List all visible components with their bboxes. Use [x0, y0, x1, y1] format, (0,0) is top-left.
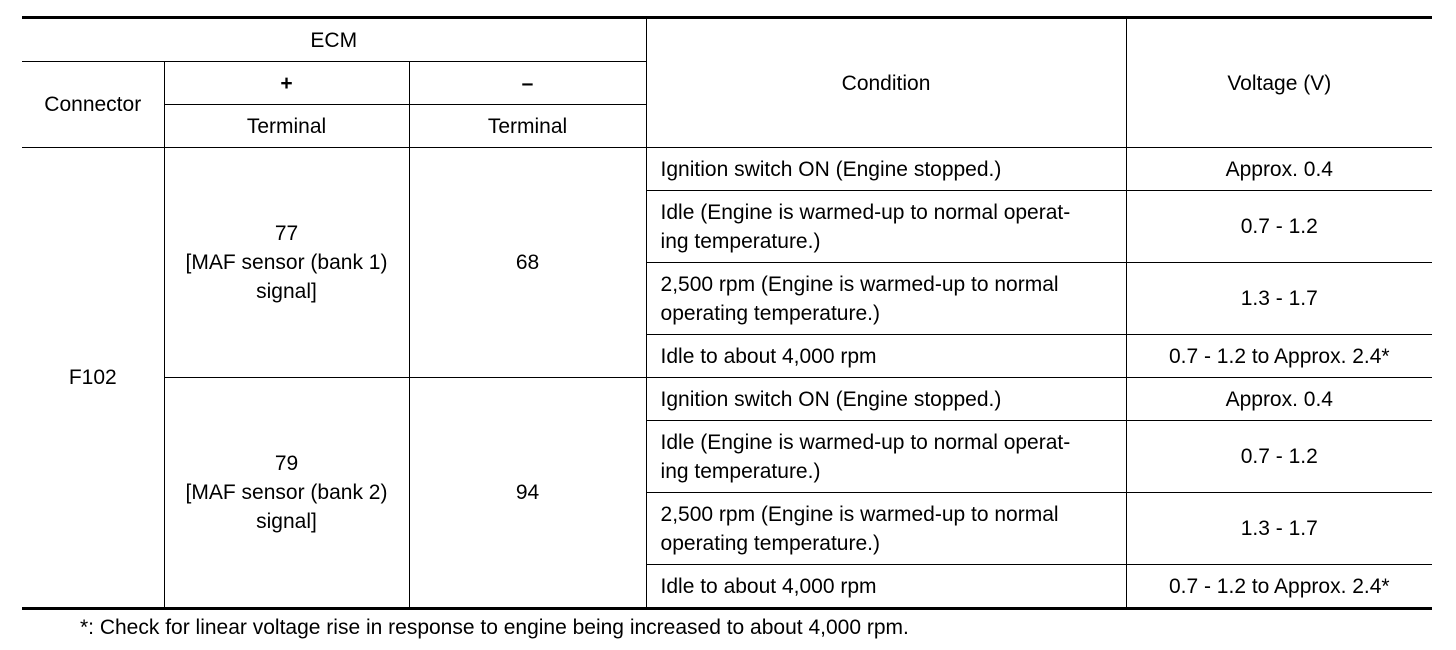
condition-cell: Ignition switch ON (Engine stopped.) — [646, 148, 1126, 191]
condition-cell: Ignition switch ON (Engine stopped.) — [646, 378, 1126, 421]
plus-terminal-cell — [164, 148, 409, 378]
header-plus: + — [164, 62, 409, 105]
header-terminal-minus: Terminal — [409, 105, 646, 148]
voltage-cell: Approx. 0.4 — [1126, 378, 1432, 421]
header-terminal-plus: Terminal — [164, 105, 409, 148]
condition-cell: 2,500 rpm (Engine is warmed-up to normal operating temperature.) — [646, 493, 1126, 565]
plus-terminal-number: 77 — [274, 222, 299, 245]
condition-cell: 2,500 rpm (Engine is warmed-up to normal operating temperature.) — [646, 263, 1126, 335]
plus-terminal-cell — [164, 378, 409, 609]
minus-terminal-cell: 94 — [409, 378, 646, 609]
connector-cell: F102 — [22, 148, 164, 609]
table-row — [22, 378, 1432, 421]
header-minus: – — [409, 62, 646, 105]
voltage-cell: 0.7 - 1.2 — [1126, 191, 1432, 263]
voltage-cell: 0.7 - 1.2 — [1126, 421, 1432, 493]
condition-cell: Idle (Engine is warmed-up to normal operat- ing temperature.) — [646, 421, 1126, 493]
plus-terminal-desc: signal] — [256, 510, 317, 533]
condition-cell: Idle to about 4,000 rpm — [646, 565, 1126, 609]
voltage-cell: 0.7 - 1.2 to Approx. 2.4* — [1126, 565, 1432, 609]
header-connector: Connector — [22, 62, 164, 148]
plus-terminal-desc: signal] — [256, 280, 317, 303]
minus-terminal-cell: 68 — [409, 148, 646, 378]
footnote: *: Check for linear voltage rise in response to engine being increased to about 4,000 rpm. — [80, 616, 909, 639]
voltage-cell: 1.3 - 1.7 — [1126, 493, 1432, 565]
condition-cell: Idle to about 4,000 rpm — [646, 335, 1126, 378]
table-row — [22, 148, 1432, 191]
plus-terminal-desc: [MAF sensor (bank 2) — [185, 481, 388, 504]
plus-terminal-desc: [MAF sensor (bank 1) — [185, 251, 388, 274]
plus-terminal-number: 79 — [274, 452, 299, 475]
header-row-1 — [22, 18, 1432, 62]
condition-cell: Idle (Engine is warmed-up to normal operat- ing temperature.) — [646, 191, 1126, 263]
header-condition: Condition — [646, 18, 1126, 148]
voltage-cell: 1.3 - 1.7 — [1126, 263, 1432, 335]
header-ecm: ECM — [22, 18, 646, 62]
header-voltage: Voltage (V) — [1126, 18, 1432, 148]
ecm-terminal-voltage-table — [22, 16, 1432, 610]
voltage-cell: 0.7 - 1.2 to Approx. 2.4* — [1126, 335, 1432, 378]
voltage-cell: Approx. 0.4 — [1126, 148, 1432, 191]
